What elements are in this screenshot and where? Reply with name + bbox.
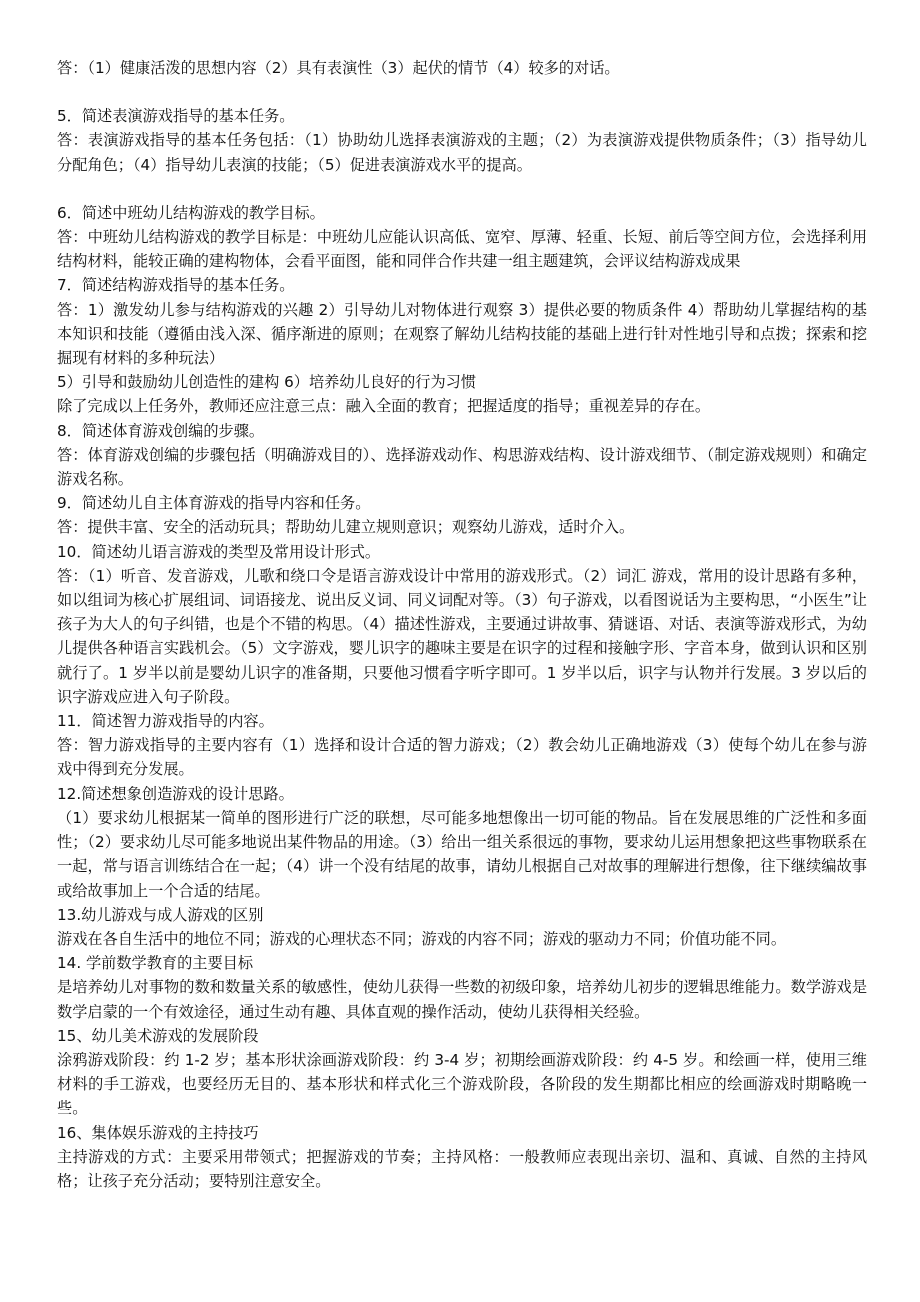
- question-11: 11．简述智力游戏指导的内容。: [57, 712, 274, 731]
- question-6: 6．简述中班幼儿结构游戏的教学目标。: [57, 203, 325, 222]
- answer-13: 游戏在各自生活中的地位不同；游戏的心理状态不同；游戏的内容不同；游戏的驱动力不同；价值功能不同。: [57, 929, 786, 948]
- question-16: 16、集体娱乐游戏的主持技巧: [57, 1123, 259, 1142]
- question-12: 12.简述想象创造游戏的设计思路。: [57, 784, 294, 803]
- document-page: [57, 56, 867, 1193]
- question-7: 7．简述结构游戏指导的基本任务。: [57, 276, 295, 295]
- question-13: 13.幼儿游戏与成人游戏的区别: [57, 905, 264, 924]
- answer-6: 答：中班幼儿结构游戏的教学目标是：中班幼儿应能认识高低、宽窄、厚薄、轻重、长短、前后等空间方位，会选择利用结构材料，能较正确的建构物体，会看平面图，能和同伴合作共建一组主题建筑，会评议结构游戏成果: [57, 228, 867, 271]
- answer-4: 答：（1）健康活泼的思想内容（2）具有表演性（3）起伏的情节（4）较多的对话。: [57, 59, 620, 77]
- spacer: [57, 177, 867, 201]
- answer-14: 是培养幼儿对事物的数和数量关系的敏感性，使幼儿获得一些数的初级印象，培养幼儿初步的逻辑思维能力。数学游戏是数学启蒙的一个有效途径，通过生动有趣、具体直观的操作活动，使幼儿获得相关经验。: [57, 978, 867, 1021]
- question-9: 9．简述幼儿自主体育游戏的指导内容和任务。: [57, 494, 371, 513]
- question-15: 15、幼儿美术游戏的发展阶段: [57, 1026, 259, 1045]
- question-8: 8．简述体育游戏创编的步骤。: [57, 421, 265, 440]
- answer-9: 答：提供丰富、安全的活动玩具；帮助幼儿建立规则意识；观察幼儿游戏，适时介入。: [57, 518, 635, 537]
- answer-10: 答：（1）听音、发音游戏，儿歌和绕口令是语言游戏设计中常用的游戏形式。（2）词汇 游戏，常用的设计思路有多种，如以组词为核心扩展组词、词语接龙、说出反义词、同义词配对等。（3）句子游戏，以看图说话为主要构思，“小医生”让孩子为大人的句子纠错，也是个不错的构思。（4）描述性游戏，主要通过讲故事、猜谜语、对话、表演等游戏形式，为幼儿提供各种语言实践机会。（5）文字游戏，婴儿识字的趣味主要是在识字的过程和接触字形、字音本身，做到认识和区别就行了。1 岁半以前是婴幼儿识字的准备期，只要他习惯看字听字即可。1 岁半以后，识字与认物并行发展。3 岁以后的识字游戏应进入句子阶段。: [57, 566, 867, 706]
- answer-12: （1）要求幼儿根据某一简单的图形进行广泛的联想，尽可能多地想像出一切可能的物品。旨在发展思维的广泛性和多面性；（2）要求幼儿尽可能多地说出某件物品的用途。（3）给出一组关系很远的事物，要求幼儿运用想象把这些事物联系在一起，常与语言训练结合在一起；（4）讲一个没有结尾的故事，请幼儿根据自己对故事的理解进行想像，往下继续编故事或给故事加上一个合适的结尾。: [57, 808, 867, 900]
- answer-16: 主持游戏的方式：主要采用带领式；把握游戏的节奏；主持风格：一般教师应表现出亲切、温和、真诚、自然的主持风格；让孩子充分活动；要特别注意安全。: [57, 1147, 867, 1190]
- answer-8: 答：体育游戏创编的步骤包括（明确游戏目的）、选择游戏动作、构思游戏结构、设计游戏细节、（制定游戏规则）和确定游戏名称。: [57, 445, 867, 489]
- question-14: 14. 学前数学教育的主要目标: [57, 954, 254, 973]
- answer-15: 涂鸦游戏阶段：约 1-2 岁；基本形状涂画游戏阶段：约 3-4 岁；初期绘画游戏阶段：约 4-5 岁。和绘画一样，使用三维材料的手工游戏，也要经历无目的、基本形状和样式化三个游戏阶段，各阶段的发生期都比相应的绘画游戏时期略晚一些。: [57, 1050, 867, 1118]
- spacer: [57, 80, 867, 104]
- answer-11: 答：智力游戏指导的主要内容有（1）选择和设计合适的智力游戏；（2）教会幼儿正确地游戏（3）使每个幼儿在参与游戏中得到充分发展。: [57, 736, 867, 779]
- answer-7-note: 除了完成以上任务外，教师还应注意三点：融入全面的教育；把握适度的指导；重视差异的存在。: [57, 397, 711, 416]
- question-10: 10．简述幼儿语言游戏的类型及常用设计形式。: [57, 542, 381, 561]
- answer-7-cont: 5）引导和鼓励幼儿创造性的建构 6）培养幼儿良好的行为习惯: [57, 373, 477, 392]
- answer-7: 答：1）激发幼儿参与结构游戏的兴趣 2）引导幼儿对物体进行观察 3）提供必要的物质条件 4）帮助幼儿掌握结构的基本知识和技能（遵循由浅入深、循序渐进的原则；在观察了解幼儿结构技能的基础上进行针对性地引导和点拨；探索和挖掘现有材料的多种玩法）: [57, 300, 867, 368]
- question-5: 5．简述表演游戏指导的基本任务。: [57, 107, 295, 126]
- answer-5: 答：表演游戏指导的基本任务包括：（1）协助幼儿选择表演游戏的主题；（2）为表演游戏提供物质条件；（3）指导幼儿分配角色；（4）指导幼儿表演的技能；（5）促进表演游戏水平的提高。: [57, 131, 867, 174]
